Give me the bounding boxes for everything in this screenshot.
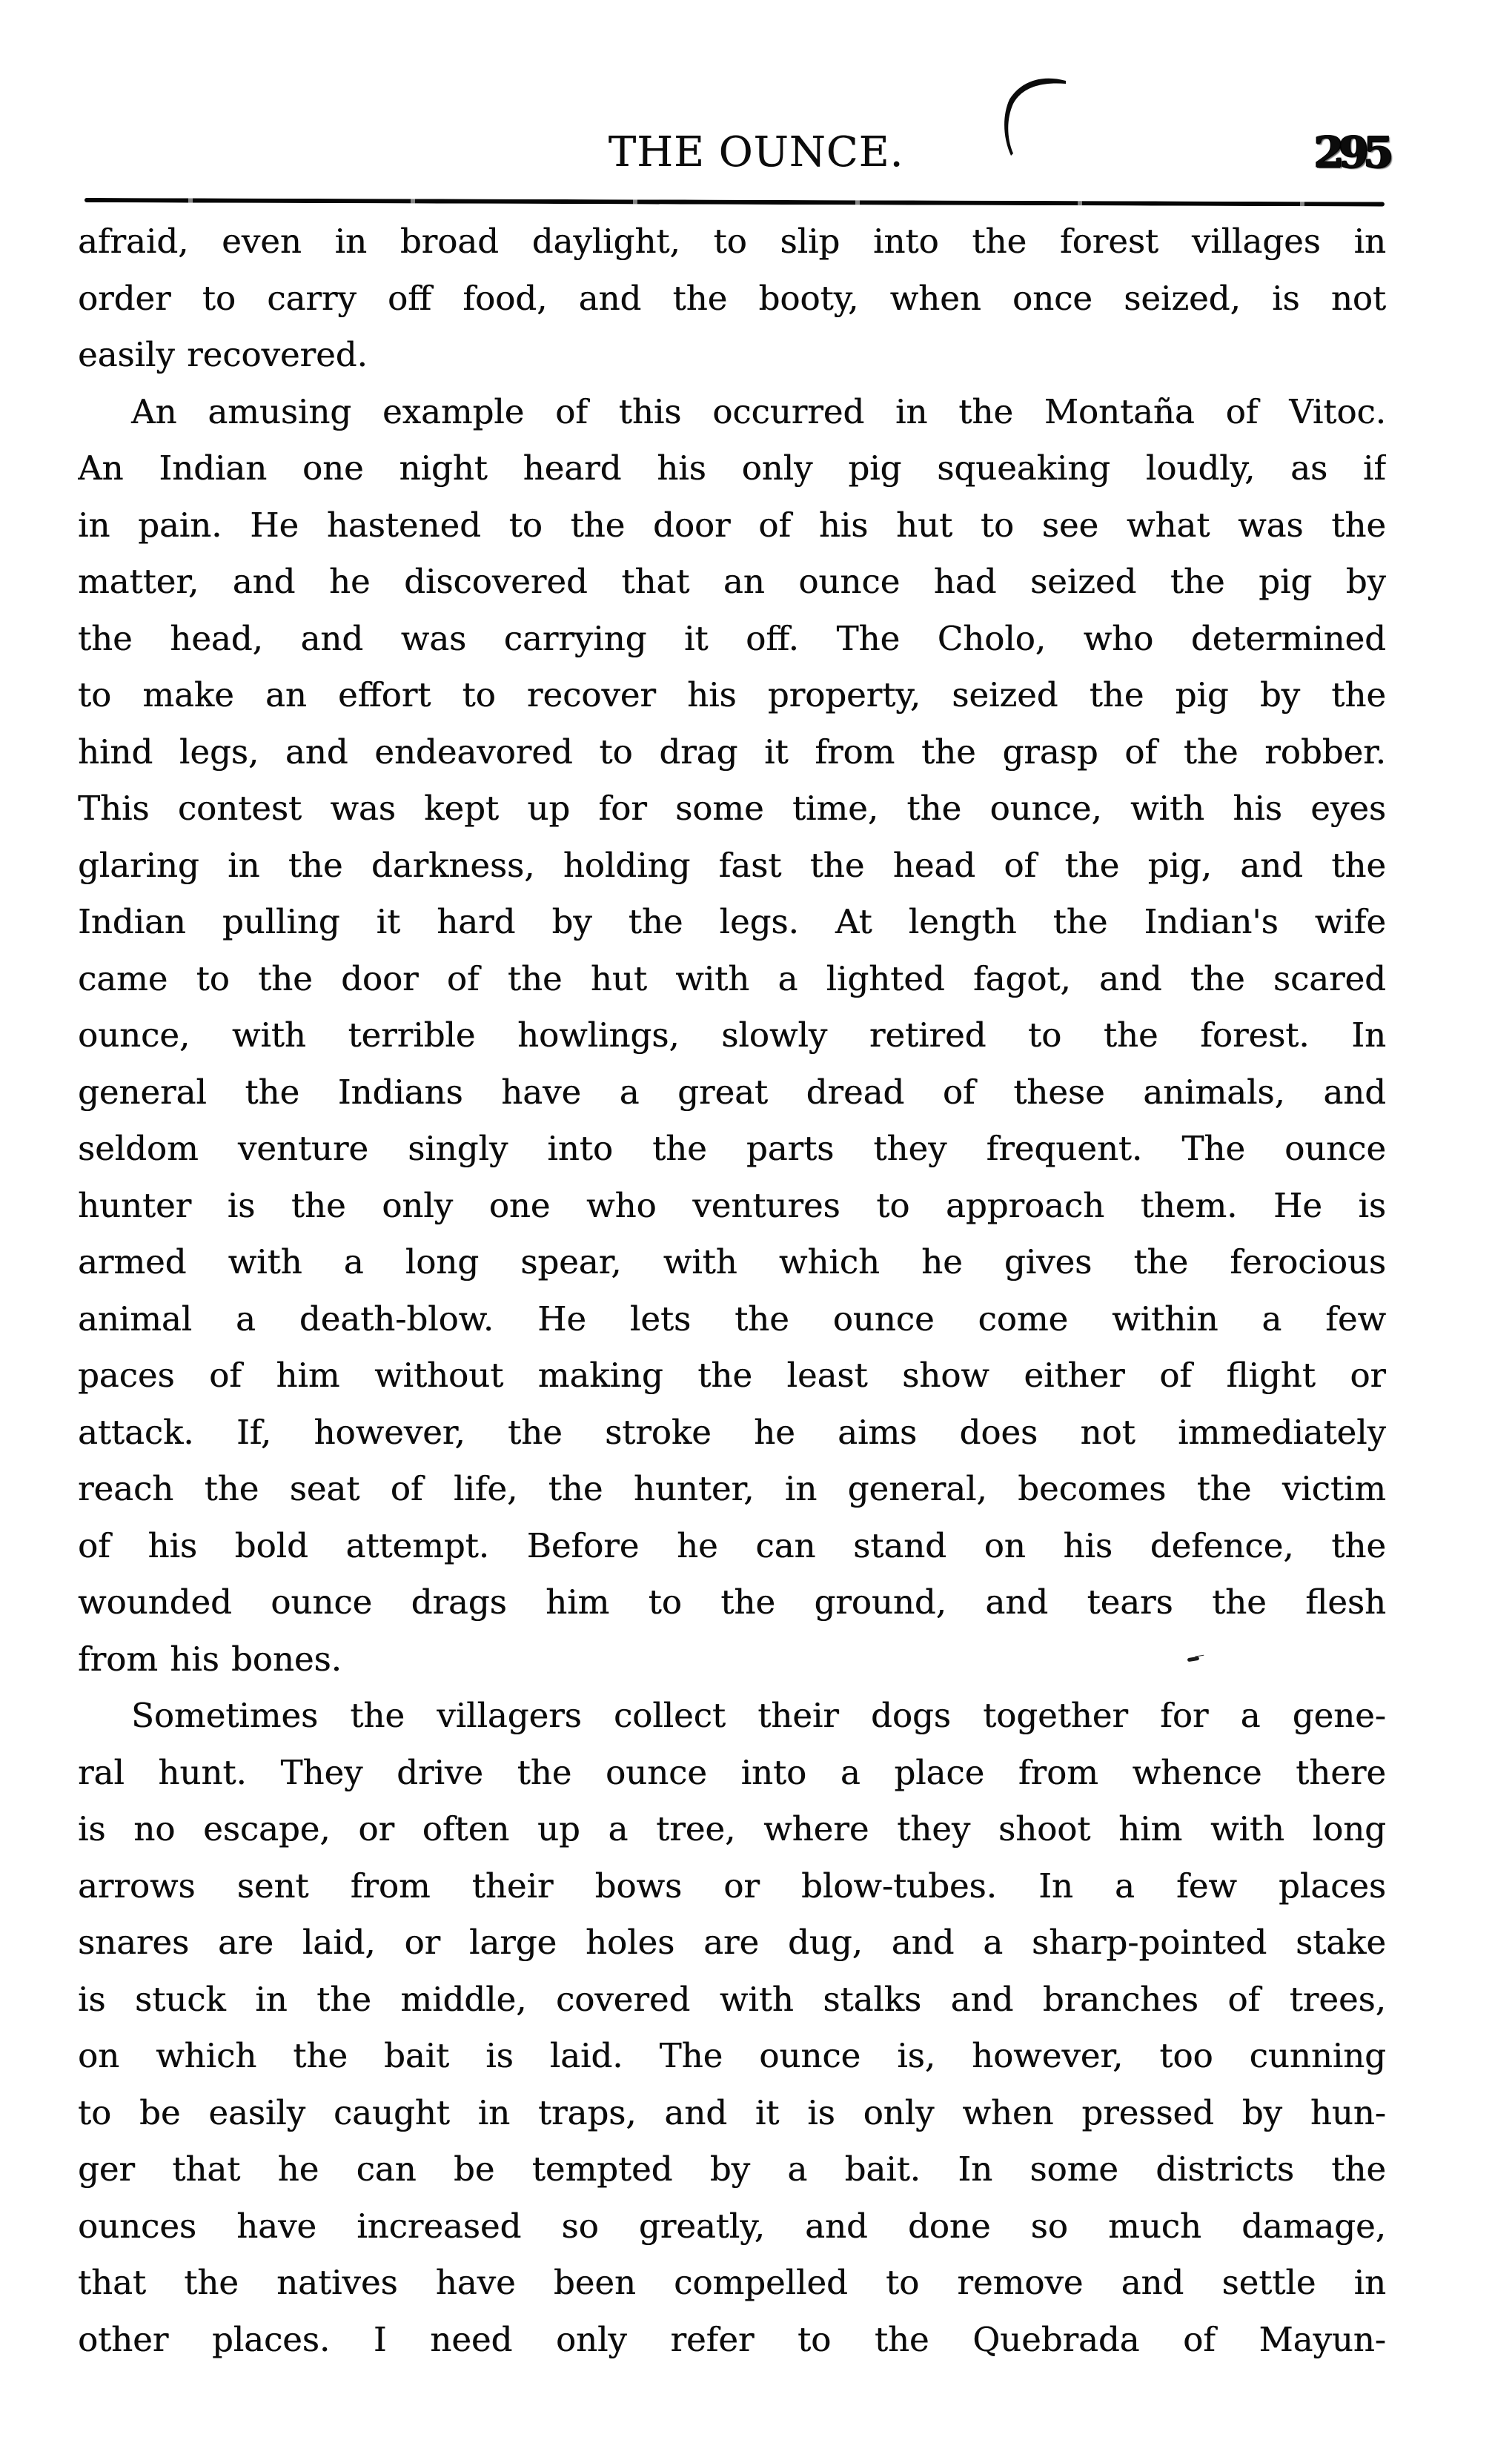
text-line: armed with a long spear, with which he gives the ferocious [78,1242,1386,1282]
text-line: ger that he can be tempted by a bait. In some districts the [78,2149,1386,2189]
text-line: hunter is the only one who ventures to approach them. He is [78,1185,1386,1225]
text-line: arrows sent from their bows or blow-tubes. In a few places [78,1866,1386,1906]
header-rule [84,198,1385,207]
text-line: easily recovered. [78,335,368,374]
text-line: glaring in the darkness, holding fast the head of the pig, and the [78,845,1386,885]
text-line: ral hunt. They drive the ounce into a place from whence there [78,1752,1386,1792]
text-line: An Indian one night heard his only pig squeaking loudly, as if [78,448,1386,488]
text-line: order to carry off food, and the booty, when once seized, is not [78,278,1386,318]
text-line: came to the door of the hut with a lighted fagot, and the scared [78,958,1386,998]
running-header [0,0,1512,197]
text-line: Indian pulling it hard by the legs. At length the Indian's wife [78,902,1386,941]
page-number: 295 [1313,127,1388,177]
text-line: other places. I need only refer to the Quebrada of Mayun- [78,2319,1386,2359]
text-line: that the natives have been compelled to remove and settle in [78,2263,1386,2302]
text-line: is stuck in the middle, covered with stalks and branches of trees, [78,1979,1386,2019]
text-line: on which the bait is laid. The ounce is, however, too cunning [78,2036,1386,2075]
text-line: seldom venture singly into the parts they frequent. The ounce [78,1129,1386,1168]
text-line: snares are laid, or large holes are dug, and a sharp-pointed stake [78,1923,1386,1962]
text-line: afraid, even in broad daylight, to slip into the forest villages in [78,222,1386,261]
text-line: of his bold attempt. Before he can stand on his defence, the [78,1525,1386,1565]
text-line: matter, and he discovered that an ounce had seized the pig by [78,562,1386,601]
text-line: Sometimes the villagers collect their dogs together for a gene- [131,1696,1386,1735]
text-line: This contest was kept up for some time, the ounce, with his eyes [78,789,1386,828]
text-line: ounces have increased so greatly, and done so much damage, [78,2206,1386,2246]
text-line: to be easily caught in traps, and it is only when pressed by hun- [78,2092,1386,2132]
text-line: reach the seat of life, the hunter, in general, becomes the victim [78,1469,1386,1508]
page-text [78,213,1386,2368]
text-line: ounce, with terrible howlings, slowly retired to the forest. In [78,1015,1386,1055]
text-line: general the Indians have a great dread of these animals, and [78,1072,1386,1112]
text-line: attack. If, however, the stroke he aims does not immediately [78,1412,1386,1452]
text-line: from his bones. [78,1639,342,1679]
text-line: the head, and was carrying it off. The Cholo, who determined [78,618,1386,658]
text-line: is no escape, or often up a tree, where they shoot him with long [78,1809,1386,1849]
text-line: to make an effort to recover his property, seized the pig by the [78,675,1386,714]
text-line: paces of him without making the least show either of flight or [78,1356,1386,1395]
text-line: animal a death-blow. He lets the ounce come within a few [78,1299,1386,1339]
page-title: THE OUNCE. [608,128,904,176]
text-line: wounded ounce drags him to the ground, and tears the flesh [78,1582,1386,1622]
text-line: in pain. He hastened to the door of his hut to see what was the [78,505,1386,545]
text-line: An amusing example of this occurred in the Montaña of Vitoc. [131,391,1386,431]
text-line: hind legs, and endeavored to drag it from the grasp of the robber. [78,732,1386,772]
